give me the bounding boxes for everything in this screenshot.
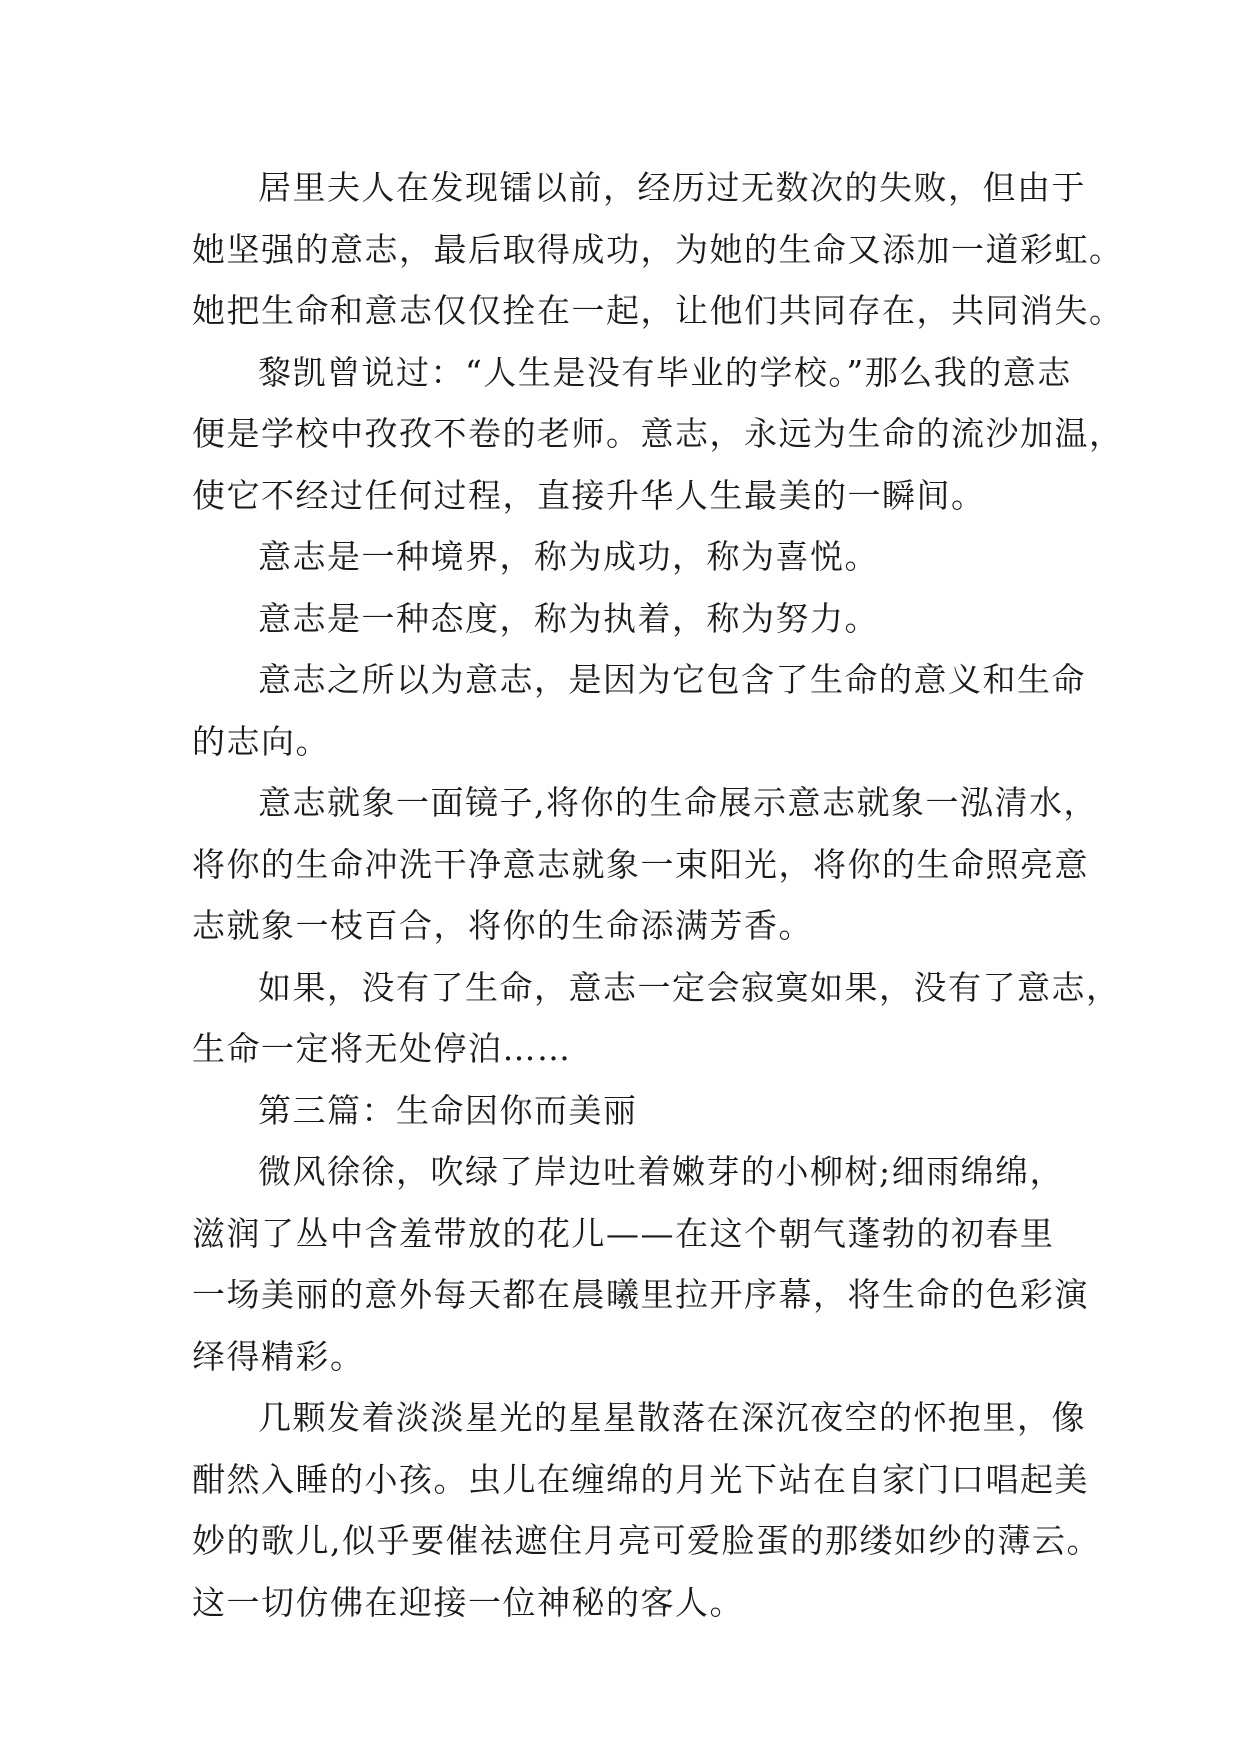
paragraph: [192, 957, 1121, 1080]
paragraph-line: 她把生命和意志仅仅拴在一起，让他们共同存在，共同消失。: [192, 291, 1124, 330]
paragraph-line: 意志是一种态度，称为执着，称为努力。: [258, 598, 879, 638]
paragraph: [192, 588, 1054, 650]
paragraph: [192, 772, 1098, 957]
paragraph: [192, 1141, 1089, 1387]
paragraph-line: 意志就象一面镜子,将你的生命展示意志就象一泓清水，: [258, 783, 1098, 822]
paragraph-line: 微风徐徐，吹绿了岸边吐着嫩芽的小柳树;细雨绵绵，: [258, 1152, 1065, 1191]
paragraph-line: 生命一定将无处停泊……: [192, 1029, 572, 1068]
paragraph: [192, 157, 1124, 342]
paragraph-line: 居里夫人在发现镭以前，经历过无数次的失败，但由于: [258, 168, 1086, 207]
paragraph-line: 第三篇：生命因你而美丽: [258, 1090, 638, 1130]
paragraph-line: 志就象一枝百合，将你的生命添满芳香。: [192, 906, 813, 945]
paragraph-line: 使它不经过任何过程，直接升华人生最美的一瞬间。: [192, 475, 986, 515]
paragraph-line: 将你的生命冲洗干净意志就象一束阳光，将你的生命照亮意: [192, 844, 1089, 884]
paragraph: [192, 526, 1054, 588]
paragraph-line: 酣然入睡的小孩。虫儿在缠绵的月光下站在自家门口唱起美: [192, 1459, 1089, 1499]
paragraph-line: 这一切仿佛在迎接一位神秘的客人。: [192, 1582, 744, 1622]
document-body: [192, 157, 1124, 1633]
paragraph-line: 意志是一种境界，称为成功，称为喜悦。: [258, 537, 879, 576]
paragraph-line: 一场美丽的意外每天都在晨曦里拉开序幕，将生命的色彩演: [192, 1275, 1089, 1314]
paragraph: [192, 649, 1086, 772]
paragraph-line: 便是学校中孜孜不卷的老师。意志，永远为生命的流沙加温，: [192, 414, 1124, 453]
paragraph: [192, 1080, 1054, 1142]
paragraph-line: 意志之所以为意志，是因为它包含了生命的意义和生命: [258, 660, 1086, 699]
paragraph: [192, 342, 1124, 527]
paragraph-line: 滋润了丛中含羞带放的花儿——在这个朝气蓬勃的初春里: [192, 1213, 1055, 1253]
paragraph-line: 绎得精彩。: [192, 1336, 365, 1376]
paragraph: [192, 1387, 1101, 1633]
paragraph-line: 黎凯曾说过：“人生是没有毕业的学校。”那么我的意志: [258, 352, 1072, 392]
paragraph-line: 的志向。: [192, 721, 330, 761]
paragraph-line: 如果，没有了生命，意志一定会寂寞如果，没有了意志，: [258, 967, 1121, 1007]
paragraph-line: 她坚强的意志，最后取得成功，为她的生命又添加一道彩虹。: [192, 229, 1124, 269]
paragraph-line: 妙的歌儿,似乎要催祛遮住月亮可爱脸蛋的那缕如纱的薄云。: [192, 1521, 1101, 1560]
paragraph-line: 几颗发着淡淡星光的星星散落在深沉夜空的怀抱里，像: [258, 1398, 1086, 1437]
